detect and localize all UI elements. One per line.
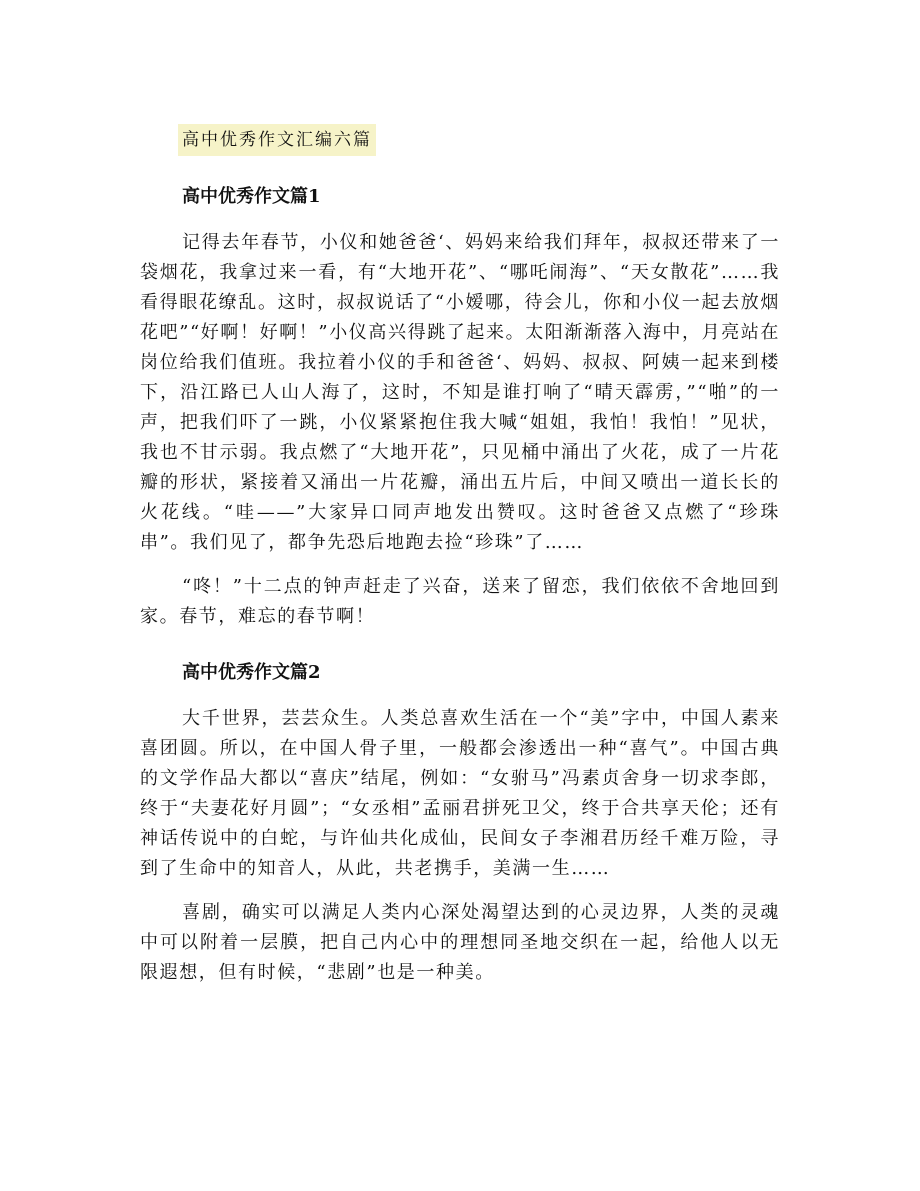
document-title: 高中优秀作文汇编六篇	[178, 124, 376, 156]
paragraph: “咚！”十二点的钟声赶走了兴奋，送来了留恋，我们依依不舍地回到家。春节，难忘的春节啊！	[140, 576, 780, 627]
paragraph: 记得去年春节，小仪和她爸爸‘、妈妈来给我们拜年，叔叔还带来了一袋烟花，我拿过来一看，有“大地开花”、“哪吒闹海”、“天女散花”……我看得眼花缭乱。这时，叔叔说话了“小嫒哪，待会儿，你和小仪一起去放烟花吧”“好啊！好啊！”小仪高兴得跳了起来。太阳渐渐落入海中，月亮站在岗位给我们值班。我拉着小仪的手和爸爸‘、妈妈、叔叔、阿姨一起来到楼下，沿江路已人山人海了，这时，不知是谁打响了“晴天霹雳，”“啪”的一声，把我们吓了一跳，小仪紧紧抱住我大喊“姐姐，我怕！我怕！”见状，我也不甘示弱。我点燃了“大地开花”，只见桶中涌出了火花，成了一片花瓣的形状，紧接着又涌出一片花瓣，涌出五片后，中间又喷出一道长长的火花线。“哇——”大家异口同声地发出赞叹。这时爸爸又点燃了“珍珠串”。我们见了，都争先恐后地跑去捡“珍珠”了……	[140, 232, 781, 553]
section-heading: 高中优秀作文篇2	[182, 662, 321, 683]
section-2	[140, 658, 780, 988]
section-1	[140, 182, 780, 632]
paragraph: 喜剧，确实可以满足人类内心深处渴望达到的心灵边界，人类的灵魂中可以附着一层膜，把自己内心中的理想同圣地交织在一起，给他人以无限遐想，但有时候，“悲剧”也是一种美。	[140, 902, 780, 983]
section-heading: 高中优秀作文篇1	[182, 186, 321, 207]
paragraph: 大千世界，芸芸众生。人类总喜欢生活在一个“美”字中，中国人素来喜团圆。所以，在中国人骨子里，一般都会渗透出一种“喜气”。中国古典的文学作品大都以“喜庆”结尾，例如：“女驸马”冯素贞舍身一切求李郎，终于“夫妻花好月圆”；“女丞相”孟丽君拼死卫父，终于合共享天伦；还有神话传说中的白蛇，与许仙共化成仙，民间女子李湘君历经千难万险，寻到了生命中的知音人，从此，共老携手，美满一生……	[140, 708, 780, 879]
document-page	[140, 124, 780, 1002]
